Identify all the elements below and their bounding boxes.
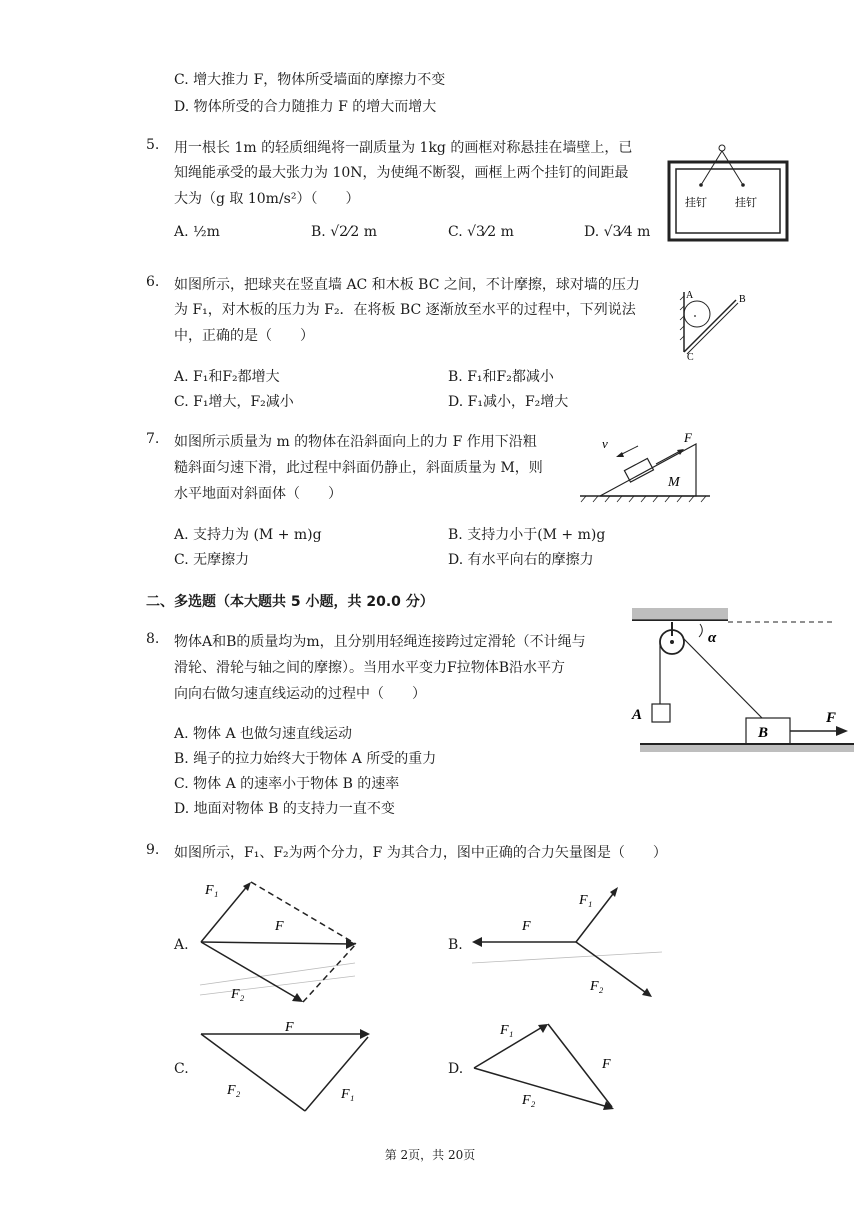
pulley-figure xyxy=(628,600,856,780)
question-6-option-d: D. F₁减小，F₂增大 xyxy=(448,394,569,410)
a-label-f1: F₁ xyxy=(205,883,219,898)
page-footer: 第 2页，共 20页 xyxy=(384,1148,476,1162)
question-9-option-d: D. xyxy=(448,1061,464,1077)
label-v: v xyxy=(602,436,608,451)
question-8-option-c: C. 物体 A 的速率小于物体 B 的速率 xyxy=(174,776,400,792)
question-5-option-b: B. √2⁄2 m xyxy=(311,224,377,240)
question-8-number: 8. xyxy=(146,631,160,647)
a-label-f: F xyxy=(275,919,284,934)
d-label-f2: F₂ xyxy=(522,1093,536,1108)
nail-label-left: 挂钉 xyxy=(685,197,707,209)
question-5-option-a: A. ½m xyxy=(174,224,220,240)
incline-figure xyxy=(578,424,713,506)
label-f: F xyxy=(684,430,692,445)
picture-frame-figure xyxy=(668,142,788,242)
question-9-option-b: B. xyxy=(448,937,463,953)
vector-diagram-c xyxy=(195,1016,385,1116)
question-7-line1: 如图所示质量为 m 的物体在沿斜面向上的力 F 作用下沿粗 xyxy=(174,434,537,450)
c-label-f1: F₁ xyxy=(341,1087,355,1102)
question-9-option-a: A. xyxy=(174,937,189,953)
label-m: M xyxy=(668,475,680,490)
question-6-number: 6. xyxy=(146,274,160,290)
question-5-line3: 大为（g 取 10m/s²）（ ） xyxy=(174,191,360,207)
question-9-line1: 如图所示，F₁、F₂为两个分力，F 为其合力，图中正确的合力矢量图是（ ） xyxy=(174,845,667,861)
question-7-option-c: C. 无摩擦力 xyxy=(174,552,250,568)
question-5-option-c: C. √3⁄2 m xyxy=(448,224,514,240)
question-6-option-b: B. F₁和F₂都减小 xyxy=(448,369,554,385)
question-7-option-b: B. 支持力小于(M + m)g xyxy=(448,527,606,543)
question-7-line2: 糙斜面匀速下滑，此过程中斜面仍静止，斜面质量为 M，则 xyxy=(174,460,543,476)
question-7-line3: 水平地面对斜面体（ ） xyxy=(174,486,342,502)
b-label-f1: F₁ xyxy=(579,893,593,908)
question-5-number: 5. xyxy=(146,137,160,153)
question-7-option-d: D. 有水平向右的摩擦力 xyxy=(448,552,594,568)
b-label-f: F xyxy=(522,919,531,934)
question-8-line3: 向向右做匀速直线运动的过程中（ ） xyxy=(174,686,426,702)
question-8-option-a: A. 物体 A 也做匀速直线运动 xyxy=(174,726,353,742)
nail-label-right: 挂钉 xyxy=(735,197,757,209)
question-6-option-c: C. F₁增大，F₂减小 xyxy=(174,394,294,410)
question-9-option-c: C. xyxy=(174,1061,189,1077)
question-6-line3: 中，正确的是（ ） xyxy=(174,328,314,344)
label-c: C xyxy=(687,352,694,363)
d-label-f: F xyxy=(602,1057,611,1072)
question-8-line2: 滑轮、滑轮与轴之间的摩擦）。当用水平变力F拉物体B沿水平方 xyxy=(174,660,566,676)
question-8-line1: 物体A和B的质量均为m，且分别用轻绳连接跨过定滑轮（不计绳与 xyxy=(174,634,586,650)
label-a: A xyxy=(632,707,643,723)
ball-wall-board-figure xyxy=(676,286,756,361)
question-7-number: 7. xyxy=(146,431,160,447)
vector-diagram-a xyxy=(195,878,365,1008)
question-6-option-a: A. F₁和F₂都增大 xyxy=(174,369,280,385)
d-label-f1: F₁ xyxy=(500,1023,514,1038)
b-label-f2: F₂ xyxy=(590,979,604,994)
label-b: B xyxy=(758,725,769,741)
vector-diagram-b xyxy=(466,880,666,1005)
question-8-option-b: B. 绳子的拉力始终大于物体 A 所受的重力 xyxy=(174,751,437,767)
question-7-option-a: A. 支持力为 (M + m)g xyxy=(174,527,322,543)
question-9-number: 9. xyxy=(146,842,160,858)
question-6-line2: 为 F₁，对木板的压力为 F₂．在将板 BC 逐渐放至水平的过程中，下列说法 xyxy=(174,302,636,318)
label-a: A xyxy=(686,290,694,301)
label-b: B xyxy=(739,294,746,305)
question-5-option-d: D. √3⁄4 m xyxy=(584,224,651,240)
label-f: F xyxy=(826,710,837,726)
question-8-option-d: D. 地面对物体 B 的支持力一直不变 xyxy=(174,801,395,817)
option-c-prev: C. 增大推力 F，物体所受墙面的摩擦力不变 xyxy=(174,72,446,88)
question-5-line1: 用一根长 1m 的轻质细绳将一副质量为 1kg 的画框对称悬挂在墙壁上，已 xyxy=(174,140,633,156)
section-2-heading: 二、多选题（本大题共 5 小题，共 20.0 分） xyxy=(146,594,434,610)
vector-diagram-d xyxy=(466,1014,641,1114)
question-5-line2: 知绳能承受的最大张力为 10N，为使绳不断裂，画框上两个挂钉的间距最 xyxy=(174,165,629,181)
question-6-line1: 如图所示，把球夹在竖直墙 AC 和木板 BC 之间，不计摩擦，球对墙的压力 xyxy=(174,277,640,293)
option-d-prev: D. 物体所受的合力随推力 F 的增大而增大 xyxy=(174,99,437,115)
label-alpha: α xyxy=(708,630,717,646)
c-label-f2: F₂ xyxy=(227,1083,241,1098)
c-label-f: F xyxy=(285,1020,294,1035)
a-label-f2: F₂ xyxy=(231,987,245,1002)
